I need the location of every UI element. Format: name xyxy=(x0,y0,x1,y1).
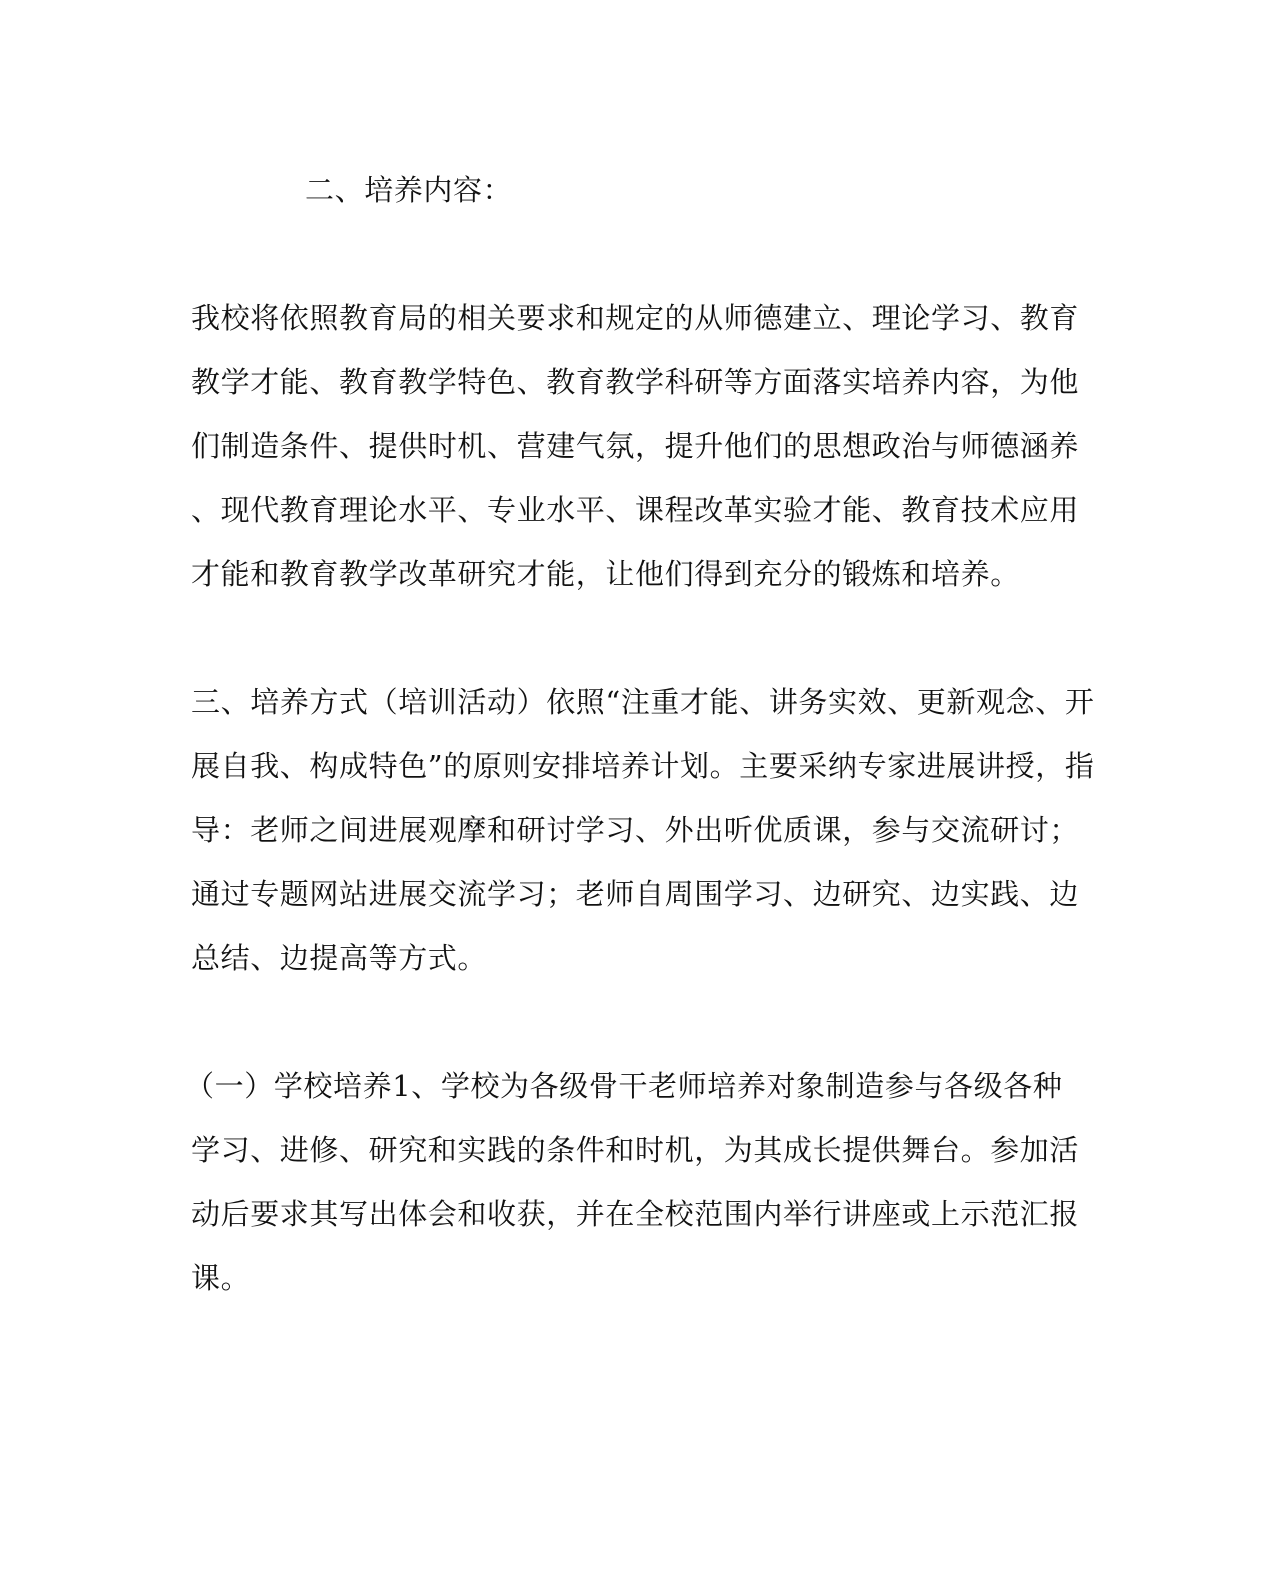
text-line: 总结、边提高等方式。 xyxy=(191,941,488,975)
text-line: 学习、进修、研究和实践的条件和时机，为其成长提供舞台。参加活 xyxy=(191,1133,1080,1167)
paragraph-school-training xyxy=(185,1054,1080,1310)
text-line: 通过专题网站进展交流学习；老师自周围学习、边研究、边实践、边 xyxy=(191,877,1080,911)
text-line: 导：老师之间进展观摩和研讨学习、外出听优质课，参与交流研讨； xyxy=(191,813,1080,847)
paragraph-training-content xyxy=(191,286,1080,606)
text-line: 教学才能、教育教学特色、教育教学科研等方面落实培养内容，为他 xyxy=(191,365,1080,399)
text-line: 才能和教育教学改革研究才能，让他们得到充分的锻炼和培养。 xyxy=(191,557,1020,591)
text-line: 三、培养方式（培训活动）依照“注重才能、讲务实效、更新观念、开 xyxy=(191,685,1095,719)
text-line: 们制造条件、提供时机、营建气氛，提升他们的思想政治与师德涵养 xyxy=(191,429,1080,463)
text-line: 课。 xyxy=(191,1261,251,1295)
section-heading-training-content: 二、培养内容： xyxy=(305,173,513,207)
text-line: 动后要求其写出体会和收获，并在全校范围内举行讲座或上示范汇报 xyxy=(191,1197,1080,1231)
paragraph-training-method xyxy=(191,670,1095,990)
text-line: （一）学校培养1、学校为各级骨干老师培养对象制造参与各级各种 xyxy=(185,1069,1063,1103)
text-line: 我校将依照教育局的相关要求和规定的从师德建立、理论学习、教育 xyxy=(191,301,1080,335)
text-line: 、现代教育理论水平、专业水平、课程改革实验才能、教育技术应用 xyxy=(191,493,1080,527)
text-line: 展自我、构成特色”的原则安排培养计划。主要采纳专家进展讲授，指 xyxy=(191,749,1095,783)
